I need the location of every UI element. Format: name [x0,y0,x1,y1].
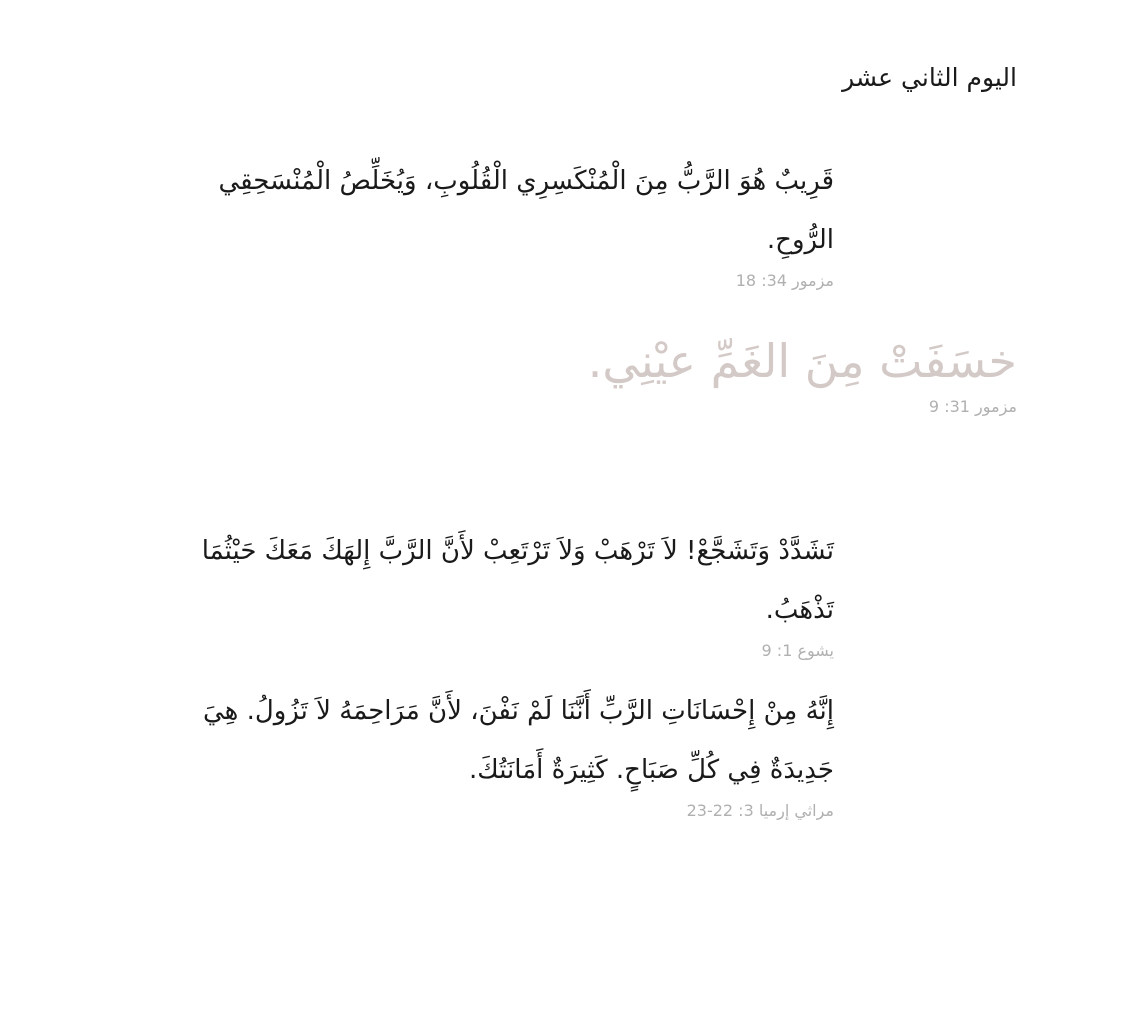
verse-text: إِنَّهُ مِنْ إِحْسَانَاتِ الرَّبِّ أَنَّنَا لَمْ نَفْنَ، لأَنَّ مَرَاحِمَهُ لاَ تَزُولُ. هِيَ جَدِيدَةٌ فِي كُلِّ صَبَاحٍ. كَثِيرَةٌ أَمَانَتُكَ. [202,696,834,785]
verse-reference: يشوع 1: 9 [761,641,834,660]
featured-verse-reference: مزمور 31: 9 [928,397,1017,416]
verse-reference: مزمور 34: 18 [735,271,834,290]
verse-text: تَشَدَّدْ وَتَشَجَّعْ! لاَ تَرْهَبْ وَلاَ تَرْتَعِبْ لأَنَّ الرَّبَّ إِلهَكَ مَعَكَ حَيْثُمَا تَذْهَبُ. [201,536,834,625]
featured-verse [317,328,1017,418]
verse-text: قَرِيبٌ هُوَ الرَّبُّ مِنَ الْمُنْكَسِرِي الْقُلُوبِ، وَيُخَلِّصُ الْمُنْسَحِقِي الرُّوحِ. [218,166,834,255]
verse-passage-2 [154,522,834,662]
featured-verse-text: خسَفَتْ مِنَ الغَمِّ عيْنِي. [587,334,1017,388]
verse-passage-1 [154,152,834,292]
verse-reference: مراثي إرميا 3: 22-23 [686,801,834,820]
verse-passage-3 [154,682,834,822]
day-title: اليوم الثاني عشر [842,63,1017,92]
